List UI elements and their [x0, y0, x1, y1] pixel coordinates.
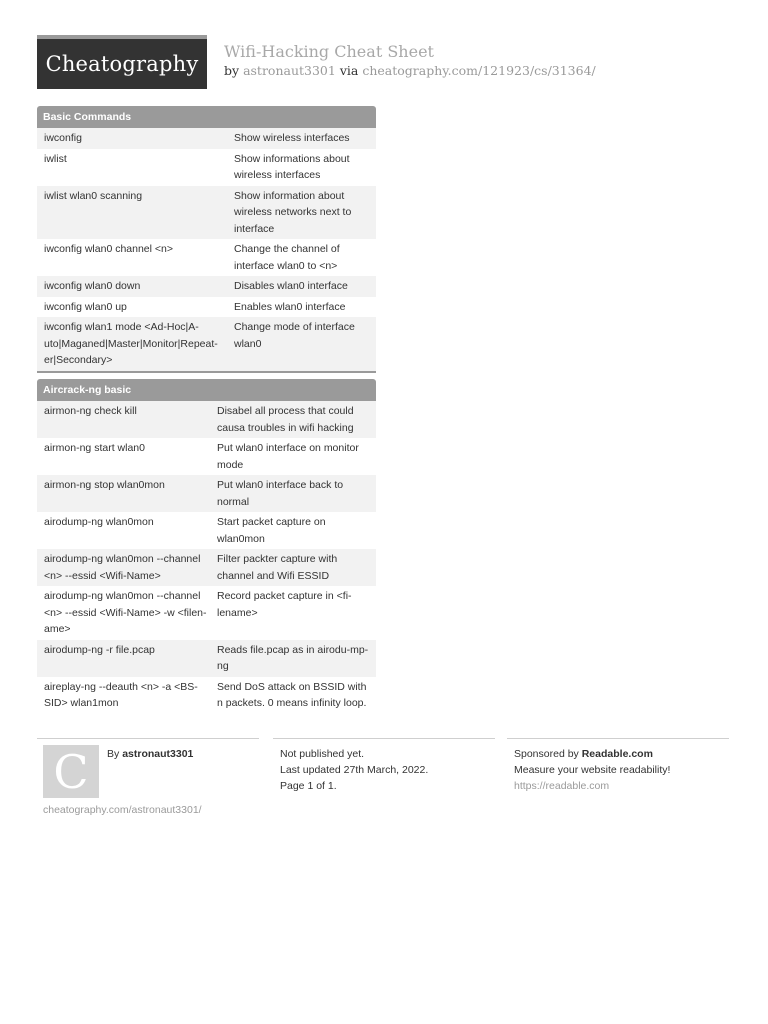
- sponsor-url-link[interactable]: https://readable.com: [514, 780, 610, 792]
- command-cell: aireplay-ng --deauth <n> -a <BS-SID> wlan1mon: [44, 680, 198, 709]
- description-cell: Change the channel of interface wlan0 to <n>: [234, 243, 340, 272]
- description-cell: Filter packter capture with channel and Wifi ESSID: [217, 553, 338, 582]
- description-cell: Show information about wireless networks next to interface: [234, 189, 352, 235]
- section-aircrack-ng-basic: [37, 379, 376, 714]
- footer-divider: [507, 738, 729, 739]
- table-row: [37, 297, 376, 318]
- command-cell: airodump-ng -r file.pcap: [44, 643, 155, 656]
- table-row: [37, 186, 376, 240]
- table-row: [37, 586, 376, 640]
- table-row: [37, 276, 376, 297]
- command-cell: airodump-ng wlan0mon --channel <n> --essid <Wifi-Name> -w <filen-ame>: [44, 590, 207, 635]
- description-cell: Put wlan0 interface back to normal: [217, 479, 344, 508]
- footer-author: [107, 746, 193, 762]
- command-cell: iwconfig wlan0 up: [44, 300, 127, 313]
- table-row: [37, 438, 376, 475]
- not-published-text: Not published yet.: [280, 748, 365, 760]
- footer-divider: [273, 738, 495, 739]
- command-cell: airmon-ng stop wlan0mon: [44, 479, 165, 491]
- table-row: [37, 317, 376, 371]
- sponsor-info: [514, 746, 670, 794]
- command-cell: airmon-ng check kill: [44, 405, 137, 417]
- description-cell: Disabel all process that could causa troubles in wifi hacking: [217, 405, 354, 434]
- section-basic-commands: [37, 106, 376, 373]
- author-link[interactable]: astronaut3301: [243, 63, 336, 78]
- publication-info: [280, 746, 428, 794]
- description-cell: Change mode of interface wlan0: [234, 321, 355, 350]
- command-cell: iwlist wlan0 scanning: [44, 189, 143, 202]
- author-avatar[interactable]: [43, 745, 99, 798]
- footer-author-link[interactable]: astronaut3301: [122, 748, 194, 760]
- avatar-letter: C: [53, 744, 89, 799]
- sponsor-tagline: Measure your website readability!: [514, 764, 671, 776]
- command-cell: airodump-ng wlan0mon: [44, 516, 154, 528]
- command-cell: iwconfig: [44, 132, 82, 144]
- description-cell: Enables wlan0 interface: [234, 300, 346, 313]
- logo-text: Cheatography: [45, 52, 199, 76]
- command-cell: airodump-ng wlan0mon --channel <n> --essid <Wifi-Name>: [44, 553, 201, 582]
- section-title: Basic Commands: [37, 106, 376, 128]
- table-row: [37, 149, 376, 186]
- table-row: [37, 401, 376, 438]
- command-cell: iwconfig wlan0 down: [44, 280, 141, 292]
- cheatsheet-url-link[interactable]: cheatography.com/121923/cs/31364/: [362, 63, 596, 78]
- description-cell: Reads file.pcap as in airodu-mp-ng: [217, 643, 369, 672]
- command-cell: iwconfig wlan1 mode <Ad-Hoc|A-uto|Maganed|Master|Monitor|Repeat-er|Secondary>: [44, 321, 218, 366]
- table-row: [37, 549, 376, 586]
- cheatography-logo[interactable]: [37, 35, 207, 89]
- by-label: By: [107, 748, 120, 760]
- byline: [224, 63, 596, 78]
- description-cell: Show wireless interfaces: [234, 132, 350, 144]
- section-title: Aircrack-ng basic: [37, 379, 376, 401]
- sponsor-link[interactable]: Readable.com: [581, 748, 653, 760]
- description-cell: Disables wlan0 interface: [234, 280, 348, 292]
- sponsored-label: Sponsored by: [514, 748, 579, 760]
- table-row: [37, 677, 376, 714]
- table-row: [37, 512, 376, 549]
- table-row: [37, 640, 376, 677]
- footer-divider: [37, 738, 259, 739]
- description-cell: Record packet capture in <fi-lename>: [217, 590, 352, 619]
- via-label: via: [339, 63, 359, 78]
- author-profile-link[interactable]: cheatography.com/astronaut3301/: [43, 804, 202, 816]
- description-cell: Put wlan0 interface on monitor mode: [217, 442, 359, 471]
- command-cell: iwconfig wlan0 channel <n>: [44, 243, 174, 255]
- command-cell: airmon-ng start wlan0: [44, 442, 145, 454]
- command-cell: iwlist: [44, 152, 67, 165]
- page-title: Wifi-Hacking Cheat Sheet: [224, 42, 434, 61]
- description-cell: Start packet capture on wlan0mon: [217, 516, 326, 545]
- sponsor-line: [514, 746, 670, 762]
- by-label: by: [224, 63, 240, 78]
- table-row: [37, 475, 376, 512]
- description-cell: Send DoS attack on BSSID with n packets. 0 means infinity loop.: [217, 680, 367, 709]
- description-cell: Show informations about wireless interfaces: [234, 152, 350, 181]
- last-updated-text: Last updated 27th March, 2022.: [280, 764, 429, 776]
- page-number-text: Page 1 of 1.: [280, 780, 337, 792]
- table-row: [37, 128, 376, 149]
- table-row: [37, 239, 376, 276]
